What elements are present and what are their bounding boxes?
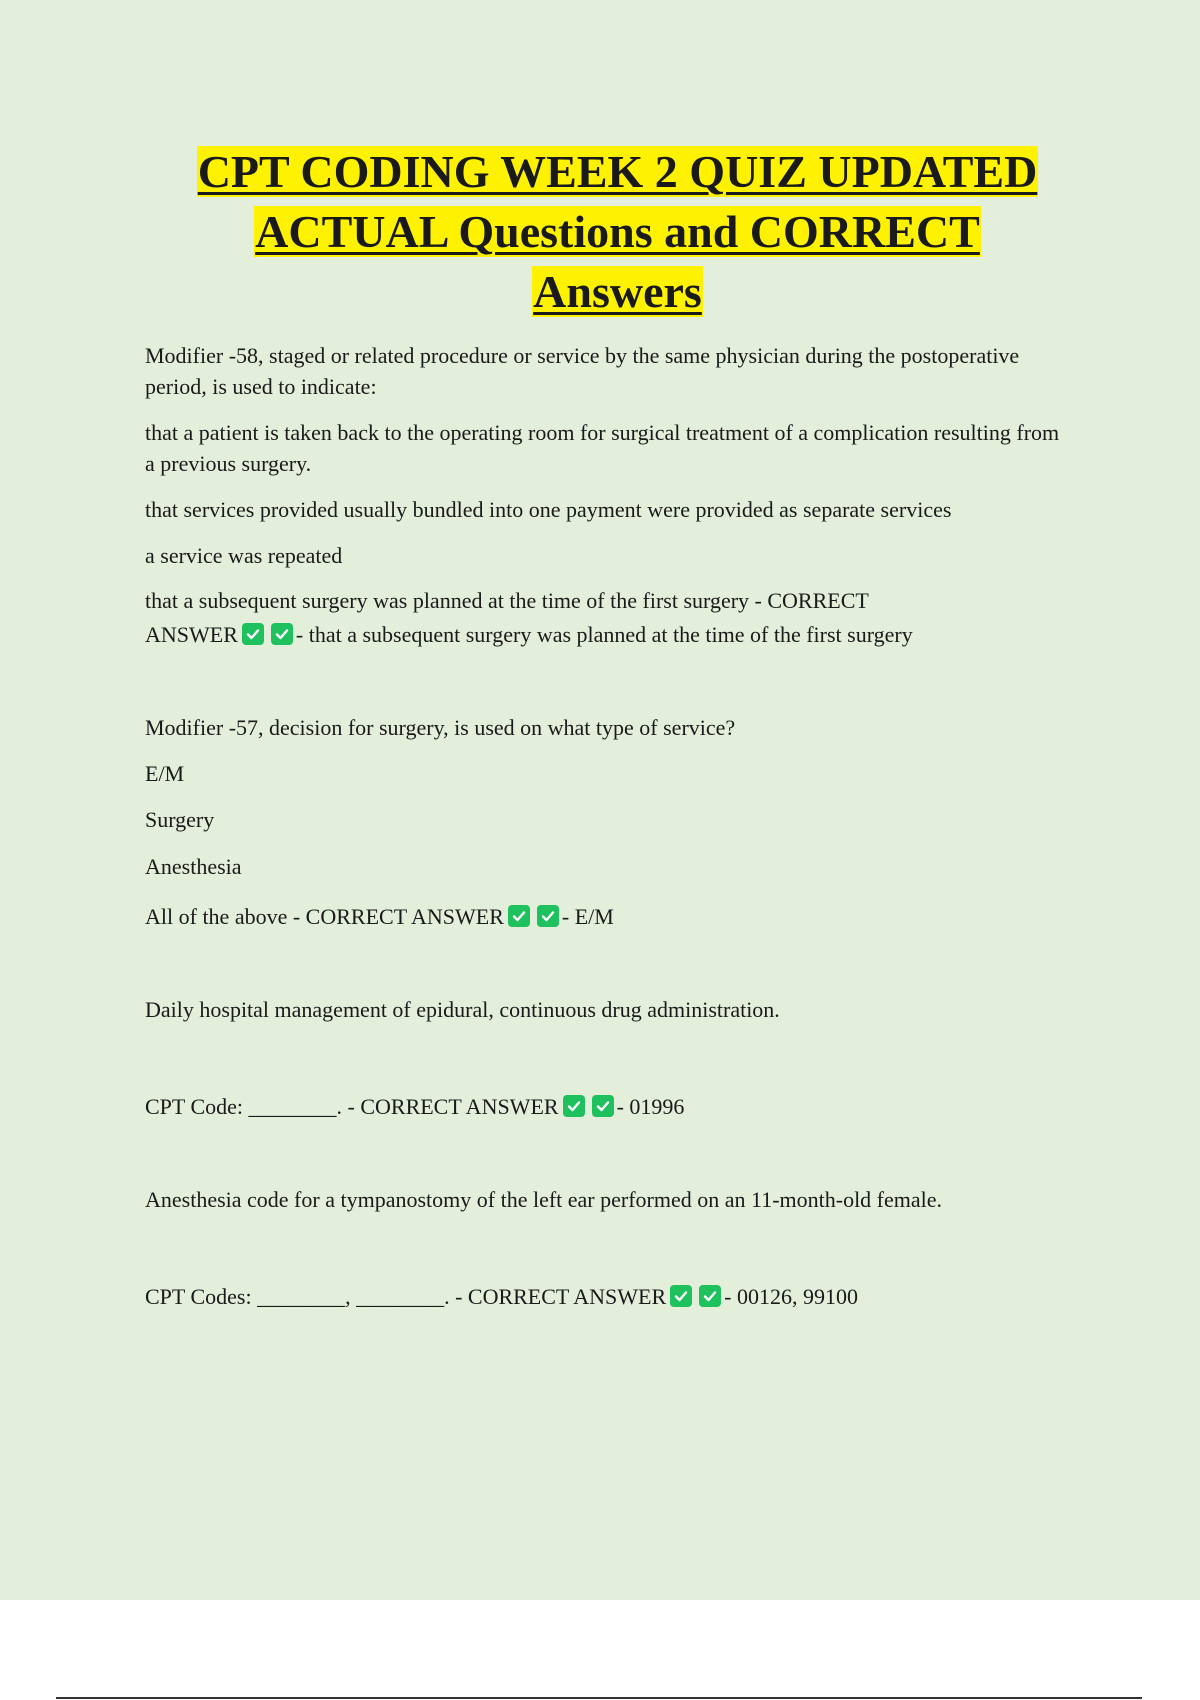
check-box-icon: [699, 1285, 721, 1307]
question-2-option-3: Anesthesia: [145, 854, 242, 879]
document-title: [150, 142, 1085, 322]
check-box-icon: [592, 1095, 614, 1117]
question-3-answer-line: [145, 1091, 1065, 1122]
question-1-answer-line: [145, 619, 1065, 650]
question-3-blank-line: CPT Code: ________. - CORRECT ANSWER: [145, 1094, 559, 1119]
check-box-icon: [508, 905, 530, 927]
check-box-icon: [670, 1285, 692, 1307]
answer-marker-label: ANSWER: [145, 622, 238, 647]
page-divider: [56, 1697, 1142, 1699]
question-2-option-1: E/M: [145, 761, 185, 786]
question-2-answer-line: [145, 901, 1065, 932]
check-box-icon: [537, 905, 559, 927]
question-1-option-2: that services provided usually bundled into one payment were provided as separate services: [145, 497, 952, 522]
check-box-icon: [563, 1095, 585, 1117]
question-4-answer: - 00126, 99100: [724, 1284, 858, 1309]
check-box-icon: [271, 623, 293, 645]
question-3-answer: - 01996: [616, 1094, 685, 1119]
question-1-option-3: a service was repeated: [145, 543, 343, 568]
question-2-option-2: Surgery: [145, 807, 215, 832]
question-1-answer: - that a subsequent surgery was planned at the time of the first surgery: [295, 622, 913, 647]
question-2-option-4: All of the above - CORRECT ANSWER: [145, 904, 504, 929]
check-box-icon: [242, 623, 264, 645]
question-2-answer: - E/M: [561, 904, 614, 929]
question-3-prompt: Daily hospital management of epidural, continuous drug administration.: [145, 997, 780, 1022]
question-2-prompt: Modifier -57, decision for surgery, is used on what type of service?: [145, 715, 736, 740]
title-line-1: CPT CODING WEEK 2 QUIZ UPDATED: [197, 146, 1038, 197]
title-line-2: ACTUAL Questions and CORRECT: [255, 206, 980, 257]
question-1-option-4: that a subsequent surgery was planned at the time of the first surgery - CORRECT: [145, 588, 869, 613]
title-line-3: Answers: [533, 266, 702, 317]
question-1-prompt: Modifier -58, staged or related procedure or service by the same physician during the postoperative period, is used to indicate:: [145, 343, 1020, 399]
question-4-blank-line: CPT Codes: ________, ________. - CORRECT ANSWER: [145, 1284, 667, 1309]
question-4-prompt: Anesthesia code for a tympanostomy of the left ear performed on an 11-month-old female.: [145, 1187, 943, 1212]
question-1-option-1: that a patient is taken back to the operating room for surgical treatment of a complication resulting from a previous surgery.: [145, 420, 1060, 476]
question-4-answer-line: [145, 1281, 1065, 1312]
